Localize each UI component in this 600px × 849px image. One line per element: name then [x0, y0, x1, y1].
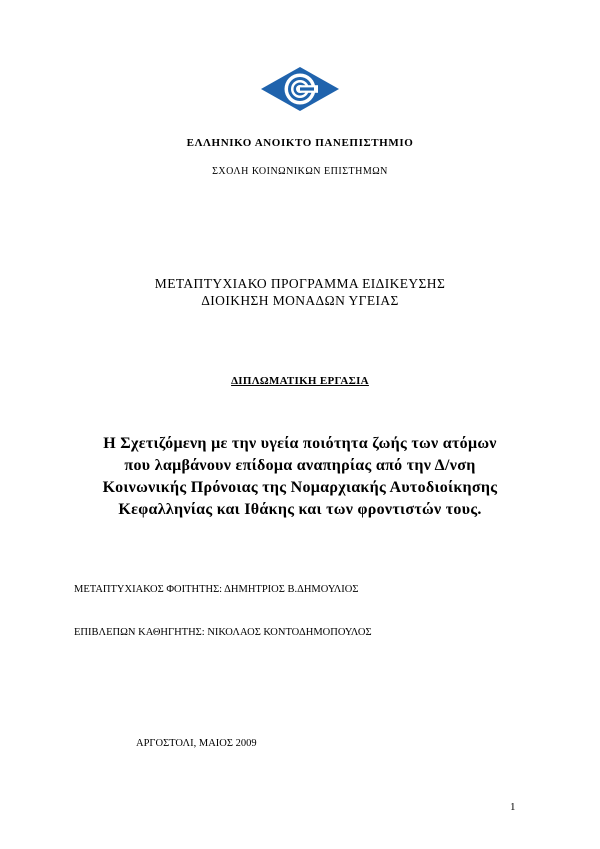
program-specialization: ΔΙΟΙΚΗΣΗ ΜΟΝΑΔΩΝ ΥΓΕΙΑΣ — [201, 293, 399, 308]
university-logo-icon — [260, 66, 340, 112]
supervisor-name: ΕΠΙΒΛΕΠΩΝ ΚΑΘΗΓΗΤΗΣ: ΝΙΚΟΛΑΟΣ ΚΟΝΤΟΔΗΜΟΠΟΥΛΟΣ — [74, 627, 372, 638]
thesis-title-line: Η Σχετιζόμενη με την υγεία ποιότητα ζωής των ατόμων — [103, 435, 497, 452]
thesis-title-line: που λαμβάνουν επίδομα αναπηρίας από την Δ/νση — [124, 457, 476, 474]
page-number: 1 — [510, 801, 516, 813]
thesis-title-line: Κοινωνικής Πρόνοιας της Νομαρχιακής Αυτοδιοίκησης — [102, 479, 498, 496]
thesis-title-line: Κεφαλληνίας και Ιθάκης και των φροντιστών τους. — [118, 501, 482, 518]
place-date: ΑΡΓΟΣΤΟΛΙ, ΜΑΙΟΣ 2009 — [136, 738, 257, 749]
program-name: ΜΕΤΑΠΤΥΧΙΑΚΟ ΠΡΟΓΡΑΜΜΑ ΕΙΔΙΚΕΥΣΗΣ — [154, 276, 446, 291]
university-name: ΕΛΛΗΝΙΚΟ ΑΝΟΙΚΤΟ ΠΑΝΕΠΙΣΤΗΜΙΟ — [186, 137, 414, 149]
school-name: ΣΧΟΛΗ ΚΟΙΝΩΝΙΚΩΝ ΕΠΙΣΤΗΜΩΝ — [212, 166, 388, 177]
student-name: ΜΕΤΑΠΤΥΧΙΑΚΟΣ ΦΟΙΤΗΤΗΣ: ΔΗΜΗΤΡΙΟΣ Β.ΔΗΜΟΥΛΙΟΣ — [74, 584, 359, 595]
thesis-type-heading: ΔΙΠΛΩΜΑΤΙΚΗ ΕΡΓΑΣΙΑ — [231, 375, 369, 387]
